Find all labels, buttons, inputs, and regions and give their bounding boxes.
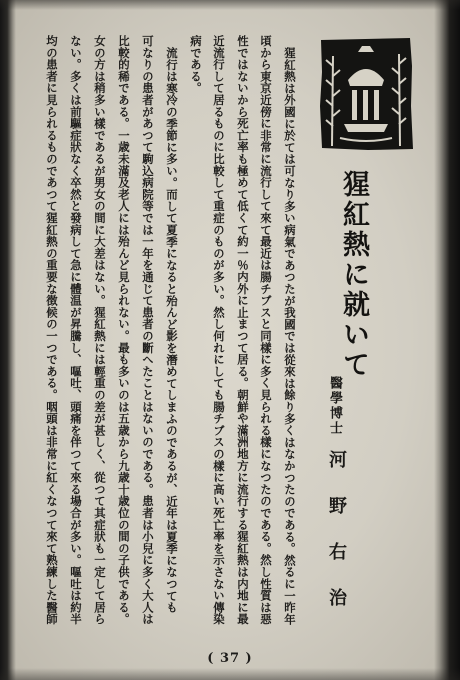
text-column: 女の方は稍多い樣であるが男女の間に大差はない。猩紅熱には輕重の差が甚しく、從つて其症狀も一定して居ら: [93, 35, 107, 625]
author-degree: 醫學博士: [327, 376, 342, 436]
text-column: 可なりの患者があつて駒込病院等では一年を通じて患者の斷へたことはないのである。患者は小兒に多く大人は: [141, 35, 155, 625]
page-edge-left: [0, 0, 16, 680]
text-column: ない。多くは前驅症狀なく卒然と發病して急に體温が昇騰し、嘔吐、頭痛を伴つて來る場合が多い。嘔吐は約半: [69, 35, 83, 625]
text-column: 均の患者に見られるものであつて猩紅熱の重要な徴候の一つである。咽頭は非常に紅くなつて來て熟練した醫師: [45, 35, 59, 625]
text-column: 猩紅熱は外國に於ては可なり多い病氣であつたが我國では從來は餘り多くはなかつたのである。然るに一昨年: [283, 47, 297, 626]
page-edge-right: [434, 0, 460, 680]
text-column: 性ではないから死亡率も極めて低くて約一％内外に止まつて居る。朝鮮や滿洲地方に流行する猩紅熱は内地に最: [236, 35, 250, 625]
page-number: ( 37 ): [207, 651, 253, 666]
woodcut-sail-icon: [318, 36, 414, 152]
text-column: 近流行して居るものに比較して重症のものが多い。然し何れにしても腸チブスの樣に高い死亡率を示さない傳染: [212, 35, 226, 625]
article-title: 猩紅熱に就いて: [338, 170, 369, 380]
text-column: 病である。: [189, 35, 203, 94]
text-column: 比較的稀である。一歳未滿及老人には殆んど見られない。最も多いのは五歳から九歳十歳位の間の子供である。: [117, 35, 131, 625]
text-column: 流行は寒冷の季節に多い。而して夏季になると殆んど影を潛めてしまふのであるが、近年は夏季になつても: [165, 47, 179, 614]
page-edge-bottom: [0, 668, 460, 680]
author-name: 河野右治: [326, 450, 347, 634]
text-column: 頃から東京近傍に非常に流行して來て最近は腸チブスと同樣に多く見られる樣になつたのである。然し性質は惡: [259, 35, 273, 625]
page-edge-top: [0, 0, 460, 10]
